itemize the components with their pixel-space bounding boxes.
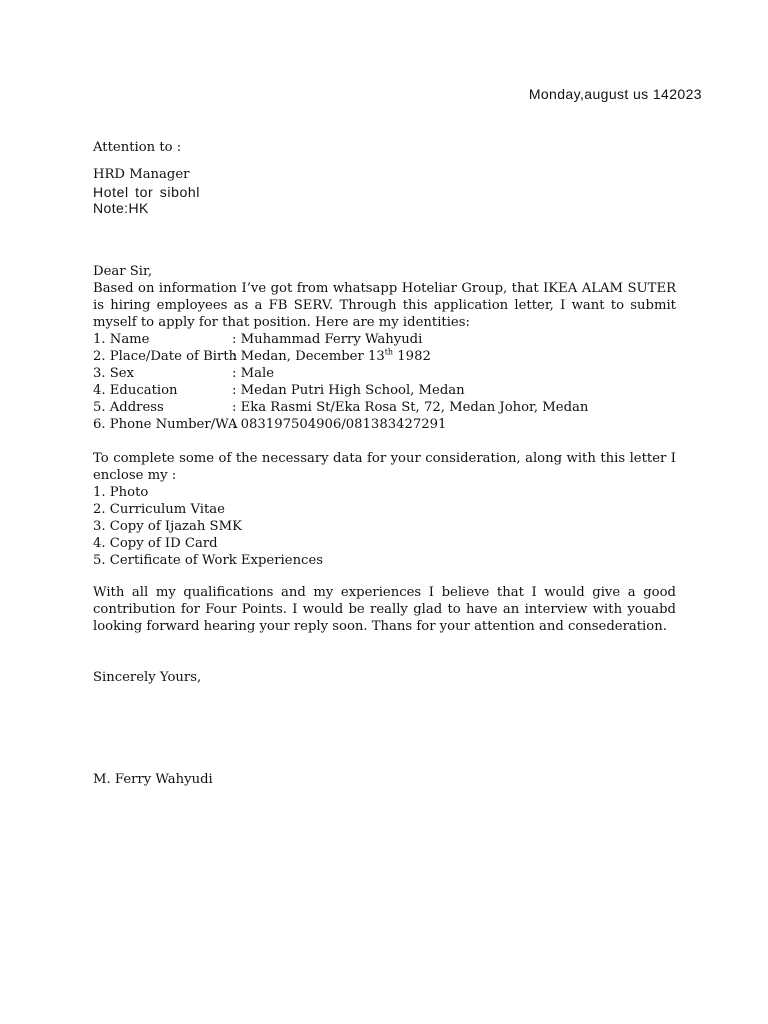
identity-row	[93, 348, 676, 365]
identity-row	[93, 416, 676, 433]
identity-label: 3. Sex	[93, 366, 135, 381]
letter-date: Monday,august us 142023	[528, 86, 702, 102]
birth-suffix: th	[384, 347, 394, 357]
identity-value: : Medan Putri High School, Medan	[232, 383, 465, 398]
recipient-note: Note:HK	[93, 200, 149, 216]
identity-value: : Muhammad Ferry Wahyudi	[232, 332, 423, 347]
identity-row	[93, 382, 676, 399]
identity-label: 6. Phone Number/WA	[93, 417, 238, 432]
birth-value: : Medan, December 13	[232, 349, 385, 364]
identity-label: 4. Education	[93, 383, 178, 398]
identities-list	[93, 331, 676, 433]
identity-row	[93, 331, 676, 348]
attention-line: Attention to :	[93, 140, 182, 155]
identity-label: 1. Name	[93, 332, 150, 347]
salutation: Dear Sir,	[93, 264, 153, 279]
enclosure-item: 3. Copy of Ijazah SMK	[93, 519, 242, 534]
recipient-block	[93, 167, 200, 217]
enclosure-intro: To complete some of the necessary data for your consideration, along with this letter I enclose my :	[93, 451, 676, 483]
recipient-title: HRD Manager	[93, 167, 190, 182]
identity-label: 5. Address	[93, 400, 164, 415]
identity-value: : Male	[232, 366, 275, 381]
enclosure-item: 2. Curriculum Vitae	[93, 502, 225, 517]
identity-row	[93, 399, 676, 416]
recipient-hotel: Hotel tor sibohl	[93, 183, 200, 200]
enclosure-section	[93, 450, 676, 569]
signature-name: M. Ferry Wahyudi	[93, 772, 213, 787]
identity-value-birth	[232, 348, 431, 365]
enclosure-item: 5. Certificate of Work Experiences	[93, 553, 324, 568]
closing-paragraph: With all my qualifications and my experiences I believe that I would give a good contribution for Four Points. I would be really glad to have an interview with youabd looking forward hearing your reply soon. Thans for your attention and consederation.	[93, 585, 676, 634]
closing-line: Sincerely Yours,	[93, 670, 202, 685]
enclosure-item: 1. Photo	[93, 485, 149, 500]
letter-body	[93, 263, 676, 433]
identity-value: : 083197504906/081383427291	[232, 417, 447, 432]
identity-row	[93, 365, 676, 382]
identity-value: : Eka Rasmi St/Eka Rosa St, 72, Medan Johor, Medan	[232, 400, 589, 415]
intro-paragraph: Based on information I’ve got from whatsapp Hoteliar Group, that IKEA ALAM SUTER is hiring employees as a FB SERV. Through this application letter, I want to submit myself to apply for that position. Here are my identities:	[93, 281, 676, 330]
enclosure-item: 4. Copy of ID Card	[93, 536, 218, 551]
birth-year: 1982	[393, 349, 431, 364]
identity-label: 2. Place/Date of Birth	[93, 349, 238, 364]
